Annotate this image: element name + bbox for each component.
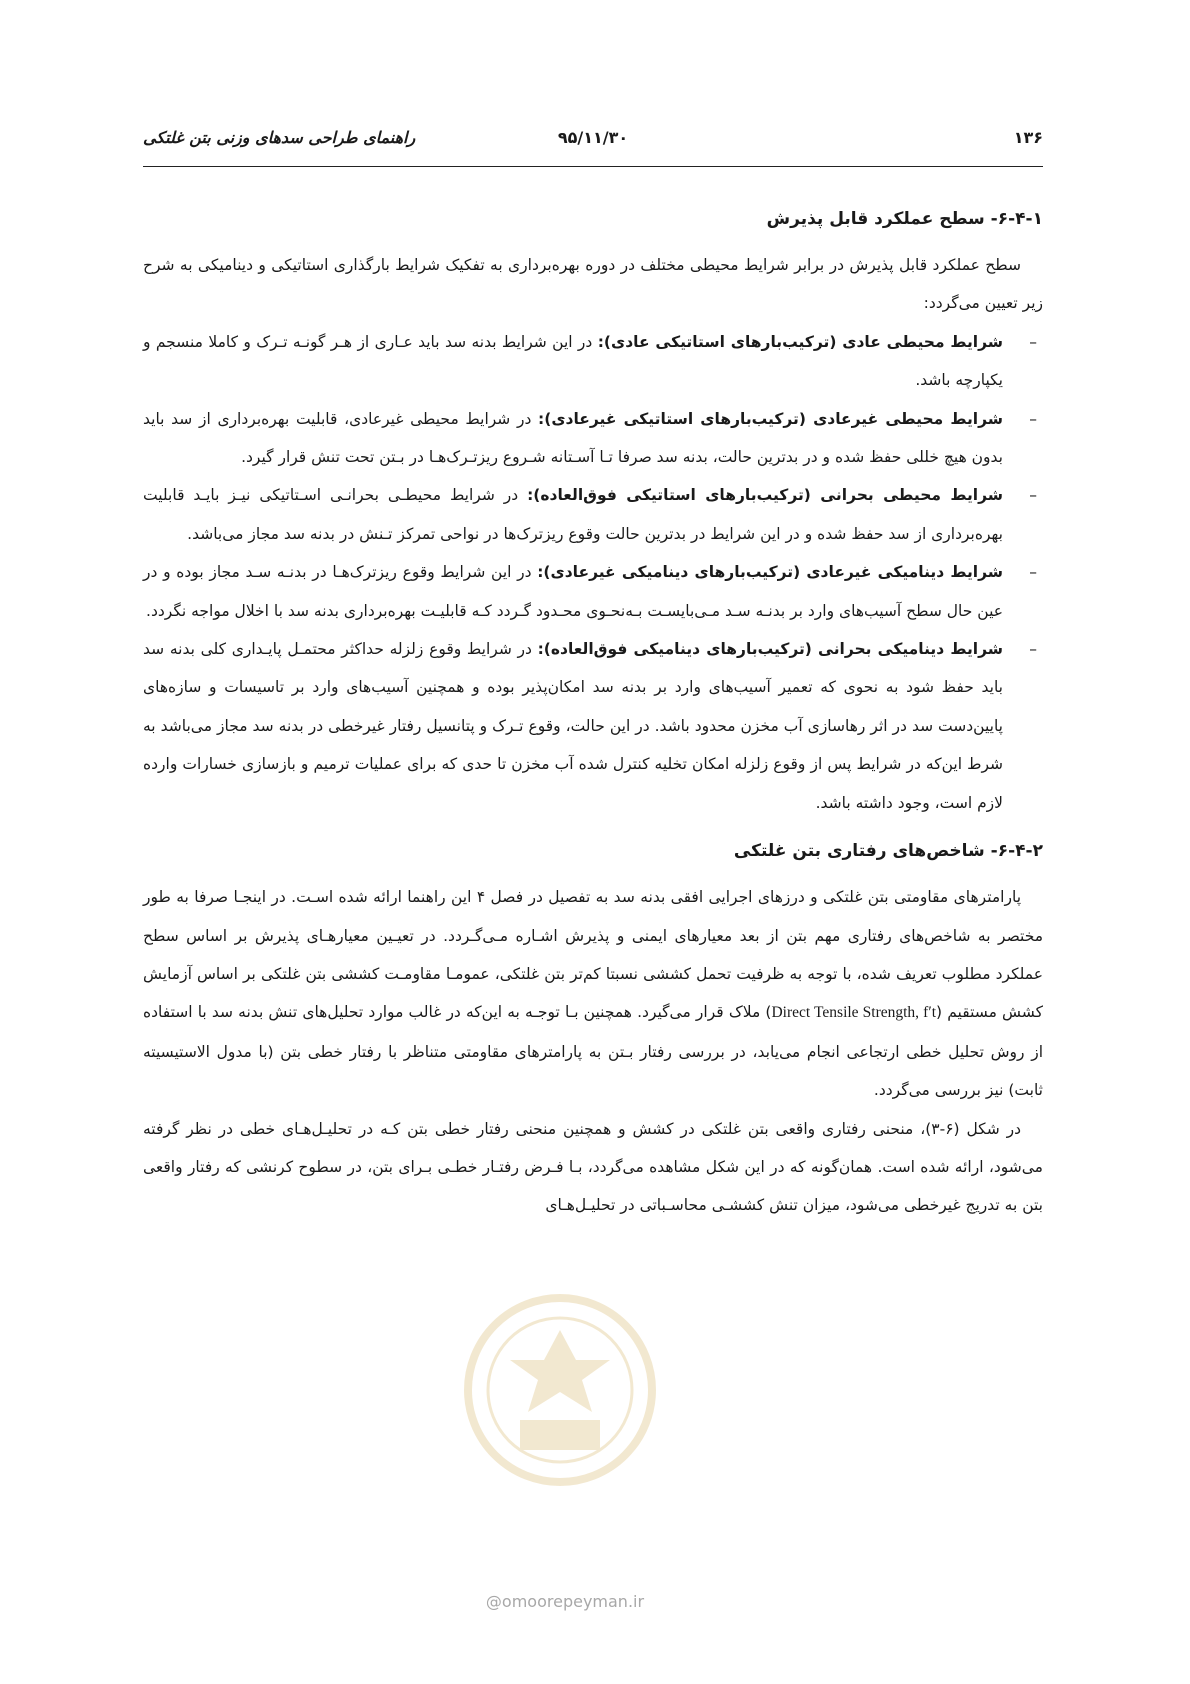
paragraph-text: پارامترهای مقاومتی بتن غلتکی و درزهای اجرایی افقی بدنه سد به تفصیل در فصل ۴ این راهنما ارائه شده اسـت. در اینجـا صرفا به طور مختصر به شاخص‌های رفتاری مهم بتن از بعد معیارهای ایمنی و پذیرش اشـاره مـی‌گـردد. در تعیـین معیارهـای پذیرش بر اساس سطح عملکرد مطلوب تعریف شده، با توجه به ظرفیت تحمل کششی نسبتا کم‌تر بتن غلتکی، عمومـا مقاومـت کششی بتن غلتکی بر اساس آزمایش کشش مستقیم ( — [143, 888, 1043, 1022]
list-item-lead: شرایط دینامیکی بحرانی (ترکیب‌بارهای دینامیکی فوق‌العاده): — [537, 640, 1003, 659]
dash-bullet: – — [1029, 486, 1037, 505]
list-item-lead: شرایط محیطی بحرانی (ترکیب‌بارهای استاتیکی فوق‌العاده): — [527, 486, 1003, 505]
dash-bullet: – — [1029, 409, 1037, 428]
dash-bullet: – — [1029, 332, 1037, 351]
section-gap — [143, 822, 1043, 832]
page-header — [143, 128, 1043, 158]
list-item-text: در شرایط وقوع زلزله حداکثر محتمـل پایـداری کلی بدنه سد باید حفظ شود به نحوی که تعمیر آسیب‌های وارد بر بدنه سد امکان‌پذیر بوده و همچنین آسیب‌های وارد بر تاسیسات و سازه‌های پایین‌دست سد در اثر رهاسازی آب مخزن محدود باشد. در این حالت، وقوع تـرک و پتانسیل رفتار غیرخطی در بدنه سد مجاز می‌باشد به شرط این‌که در شرایط پس از وقوع زلزله امکان تخلیه کنترل شده آب مخزن تا حدی که برای عملیات ترمیم و بازسازی خسارات وارده لازم است، وجود داشته باشد. — [143, 640, 1003, 812]
list-item-text: در شرایط محیطی غیرعادی، قابلیت بهره‌برداری از سد باید بدون هیچ خللی حفظ شده و در بدترین حالت، بدنه سد صرفا تـا آسـتانه شـروع ریزتـرک‌هـا در بـتن تحت تنش قرار گیرد. — [143, 409, 1003, 467]
section-heading-rcc-indicators: ۶-۴-۲- شاخص‌های رفتاری بتن غلتکی — [733, 841, 1043, 862]
header-date: ۹۵/۱۱/۳۰ — [557, 128, 629, 147]
list-item-lead: شرایط دینامیکی غیرعادی (ترکیب‌بارهای دینامیکی غیرعادی): — [537, 563, 1003, 582]
dash-bullet: – — [1029, 640, 1037, 659]
list-item-lead: شرایط محیطی غیرعادی (ترکیب‌بارهای استاتیکی غیرعادی): — [538, 409, 1003, 428]
page-body — [143, 200, 1043, 1225]
list-item — [143, 323, 1043, 400]
figure-reference-paragraph: در شکل (۶-۳)، منحنی رفتاری واقعی بتن غلتکی در کشش و همچنین منحنی رفتار خطی بتن کـه در تحلیـل‌هـای خطی در نظر گرفته می‌شود، ارائه شده است. همان‌گونه که در این شکل مشاهده می‌گردد، بـا فـرض رفتـار خطـی بـرای بتن، در سطوح کرنشی که رفتار واقعی بتن به تدریج غیرخطی می‌شود، میزان تنش کششـی محاسـباتی در تحلیـل‌هـای — [143, 1119, 1043, 1215]
paragraph-text: ) ملاک قرار می‌گیرد. همچنین بـا توجـه به این‌که در غالب موارد تحلیل‌های تنش بدنه سد با استفاده از روش تحلیل خطی ارتجاعی انجام می‌یابد، در بررسی رفتار بـتن به پارامترهای مقاومتی متناظر با رفتار خطی بتن (با مدول الاستیسیته ثابت) نیز بررسی می‌گردد. — [143, 1003, 1043, 1100]
tensile-strength-term: Direct Tensile Strength, f′t — [771, 1004, 937, 1022]
section-heading-acceptable-performance: ۶-۴-۱- سطح عملکرد قابل پذیرش — [766, 209, 1043, 229]
list-item — [143, 630, 1043, 822]
book-title: راهنمای طراحی سدهای وزنی بتن غلتکی — [143, 128, 416, 147]
page-number: ۱۳۶ — [1013, 128, 1043, 147]
list-item — [143, 400, 1043, 477]
list-item — [143, 553, 1043, 630]
performance-conditions-list — [143, 323, 1043, 822]
list-item-text: در این شرایط بدنه سد باید عـاری از هـر گونـه تـرک و کاملا منسجم و یکپارچه باشد. — [143, 332, 1003, 390]
list-item-lead: شرایط محیطی عادی (ترکیب‌بارهای استاتیکی عادی): — [597, 332, 1003, 351]
list-item — [143, 476, 1043, 553]
list-item-text: در شرایط محیطـی بحرانـی اسـتاتیکی نیـز بایـد قابلیت بهره‌برداری از سد حفظ شده و در این شرایط در بدترین حالت وقوع ریزترک‌ها در نواحی تمرکز تـنش در بدنه سد مجاز می‌باشد. — [143, 486, 1003, 543]
section-intro-paragraph: سطح عملکرد قابل پذیرش در برابر شرایط محیطی مختلف در دوره بهره‌برداری به تفکیک شرایط بارگذاری استاتیکی و دینامیکی به شرح زیر تعیین می‌گردد: — [143, 256, 1043, 313]
watermark-seal-icon — [460, 1290, 660, 1490]
watermark-url: @omoorepeyman.ir — [485, 1592, 645, 1611]
rcc-parameters-paragraph — [143, 878, 1043, 1109]
dash-bullet: – — [1029, 563, 1037, 582]
list-item-text: در این شرایط وقوع ریزترک‌هـا در بدنـه سـد مجاز بوده و در عین حال سطح آسیب‌های وارد بر بدنـه سـد مـی‌بایسـت بـه‌نحـوی محـدود گـردد کـه قابلیـت بهره‌برداری بدنه سد با اخلال مواجه نگردد. — [143, 563, 1003, 620]
header-divider — [143, 166, 1043, 167]
